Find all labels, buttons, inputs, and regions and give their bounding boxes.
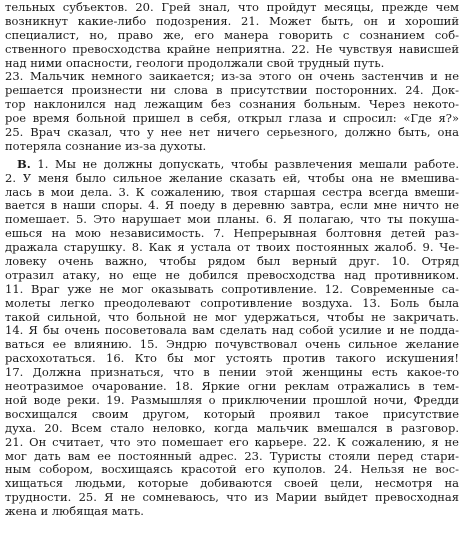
- text-line: над ними опасности, геологи продолжали свой трудный путь.: [5, 55, 385, 70]
- text-line: тельных субъектов. 20. Грей знал, что пройдут месяцы, прежде чем: [5, 0, 459, 14]
- text-line: трудности. 25. Я не сомневаюсь, что из Марии выйдет превосходная: [5, 490, 459, 505]
- text-line: 2. У меня было сильное желание сказать ей, чтобы она не вмешива-: [5, 170, 459, 185]
- text-line: специалист, но, право же, его манера говорить с сознанием соб-: [5, 27, 459, 42]
- text-line: духа. 20. Всем стало неловко, когда мальчик вмешался в разговор.: [5, 420, 459, 435]
- text-line: дражала старушку. 8. Как я устала от твоих постоянных жалоб. 9. Че-: [5, 240, 459, 255]
- text-line: ваться ее влиянию. 15. Эндрю почувствовал очень сильное желание: [5, 337, 459, 352]
- text-line: 17. Должна признаться, что в пении этой женщины есть какое-то: [5, 365, 459, 380]
- document-page: [5, 1, 459, 519]
- text-line: тор наклонился над лежащим без сознания больным. Через некото-: [5, 97, 459, 112]
- text-line: мог дать вам ее постоянный адрес. 23. Туристы стояли перед стари-: [5, 448, 459, 463]
- text-line: вается в наши споры. 4. Я поеду в деревню завтра, если мне ничто не: [5, 198, 459, 213]
- text-line: расхохотаться. 16. Кто бы мог устоять против такого искушения!: [5, 351, 459, 366]
- text-line: помешает. 5. Это нарушает мои планы. 6. Я полагаю, что ты покуша-: [5, 212, 459, 227]
- text-line: ной воде реки. 19. Размышляя о приключении прошлой ночи, Фредди: [5, 392, 459, 407]
- text-line: рое время больной пришел в себя, открыл глаза и спросил: «Где я?»: [5, 111, 459, 126]
- text-line: возникнут какие-либо подозрения. 21. Может быть, он и хороший: [5, 13, 459, 28]
- text-line: 23. Мальчик немного заикается; из-за этого он очень застенчив и не: [5, 69, 459, 84]
- first-line-text: 1. Мы не должны допускать, чтобы развлечения мешали работе.: [30, 156, 459, 171]
- text-line: 25. Врач сказал, что у нее нет ничего серьезного, должно быть, она: [5, 125, 459, 140]
- text-line: решается произнести ни слова в присутствии посторонних. 24. Док-: [5, 83, 459, 98]
- text-line: лась в мои дела. 3. К сожалению, твоя старшая сестра всегда вмеши-: [5, 184, 459, 199]
- text-line: ным собором, восхищаясь красотой его куполов. 24. Нельзя не вос-: [5, 462, 459, 477]
- text-line: ловеку очень важно, чтобы рядом был верный друг. 10. Отряд: [5, 254, 459, 269]
- text-line: такой сильной, что больной не мог удержаться, чтобы не закричать.: [5, 309, 459, 324]
- text-line: восхищался своим другом, который проявил такое присутствие: [5, 406, 459, 421]
- paragraph-b: [5, 158, 459, 519]
- text-line: отразил атаку, но еще не добился превосходства над противником.: [5, 267, 459, 282]
- text-line: хищаться людьми, которые добиваются своей цели, несмотря на: [5, 476, 459, 491]
- text-line: 21. Он считает, что это помешает его карьере. 22. К сожалению, я не: [5, 434, 459, 449]
- section-label: B.: [17, 156, 31, 171]
- text-line-first: [5, 158, 459, 172]
- text-line: молеты легко преодолевают сопротивление воздуха. 13. Боль была: [5, 295, 459, 310]
- text-line: жена и любящая мать.: [5, 504, 144, 519]
- paragraph-a: [5, 1, 459, 154]
- text-line: 14. Я бы очень посоветовала вам сделать над собой усилие и не подда-: [5, 323, 459, 338]
- text-line: потеряла сознание из-за духоты.: [5, 138, 207, 153]
- text-line: ешься на мою независимость. 7. Непрерывная болтовня детей раз-: [5, 226, 459, 241]
- text-line: 11. Враг уже не мог оказывать сопротивление. 12. Современные са-: [5, 281, 459, 296]
- text-line: неотразимое очарование. 18. Яркие огни реклам отражались в тем-: [5, 379, 459, 394]
- text-line: ственного превосходства крайне неприятна. 22. Не чувствуя нависшей: [5, 41, 459, 56]
